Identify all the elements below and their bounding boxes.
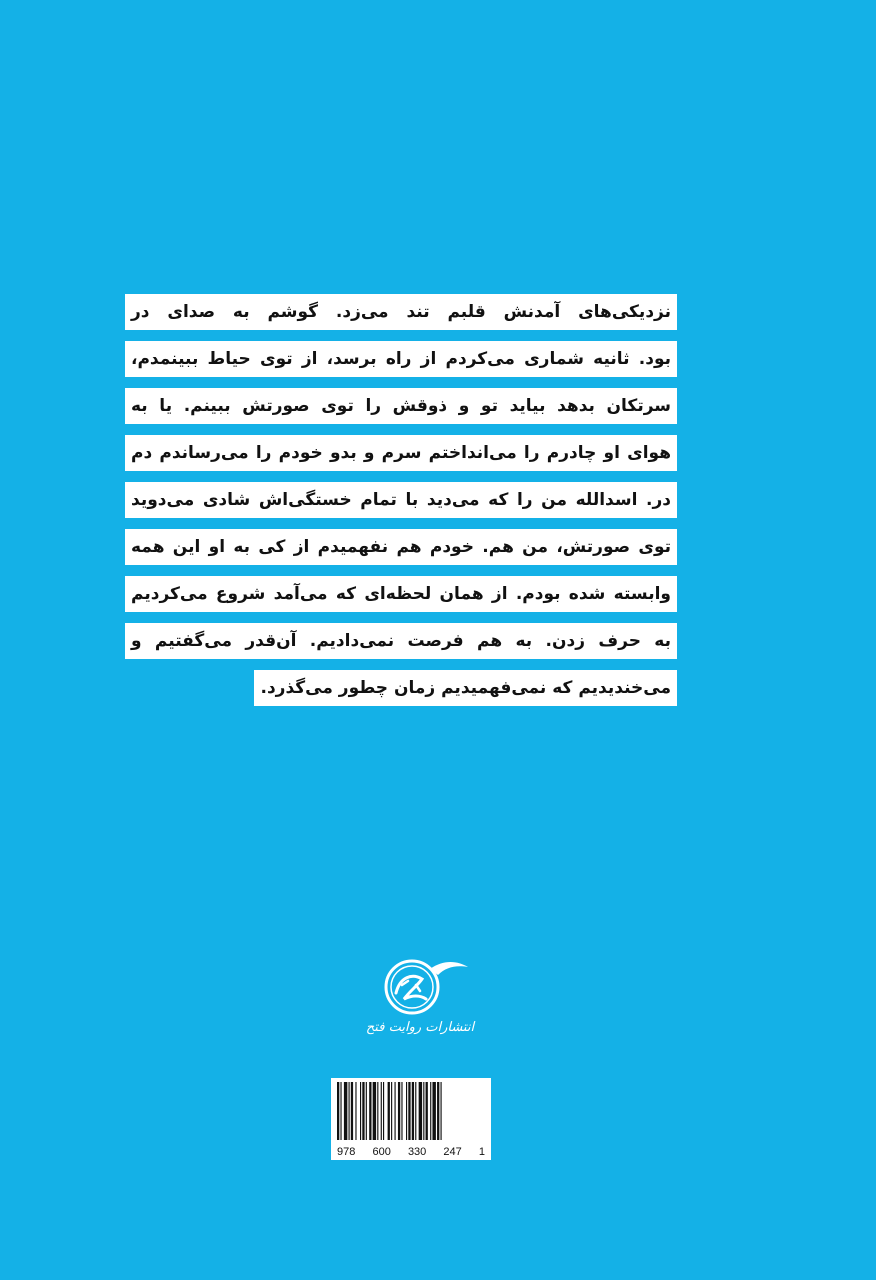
barcode-bar [351,1082,353,1140]
barcode-bar [391,1082,392,1140]
excerpt-text [125,294,677,721]
barcode-bar [337,1082,339,1140]
barcode-bar [369,1082,371,1140]
isbn-barcode [331,1078,491,1160]
isbn-digit-group: 330 [407,1146,427,1158]
isbn-digit-group: 600 [372,1146,391,1158]
barcode-bar [401,1082,402,1140]
barcode-bar [362,1082,364,1140]
barcode-bar [377,1082,378,1140]
isbn-digit-group: 1 [478,1146,485,1158]
excerpt-line: بود. ثانیه شماری می‌کردم از راه برسد، از توی حیاط ببینمدم، [125,341,677,377]
barcode-bar [395,1082,396,1140]
barcode-bar [381,1082,382,1140]
barcode-bar [349,1082,350,1140]
barcode-bar [408,1082,410,1140]
logo-emblem-icon [360,955,480,1025]
excerpt-line: هوای او چادرم را می‌انداختم سرم و بدو خودم را می‌رساندم دم [125,435,677,471]
excerpt-line: به حرف زدن. به هم فرصت نمی‌دادیم. آن‌قدر می‌گفتیم و [125,623,677,659]
excerpt-line: سرتکان بدهد بیاید تو و ذوقش را توی صورتش ببینم. یا به [125,388,677,424]
isbn-digits [331,1146,491,1158]
barcode-bar [373,1082,376,1140]
barcode-bar [398,1082,400,1140]
barcode-bar [415,1082,416,1140]
barcode-bar [383,1082,384,1140]
barcode-bar [388,1082,390,1140]
publisher-logo [360,955,480,1060]
barcode-bar [412,1082,414,1140]
barcode-bars [331,1078,491,1142]
excerpt-line: وابسته شده بودم. از همان لحظه‌ای که می‌آمد شروع می‌کردیم [125,576,677,612]
barcode-bar [432,1082,435,1140]
barcode-bar [355,1082,356,1140]
barcode-bar [437,1082,439,1140]
barcode-bar [419,1082,422,1140]
barcode-bar [430,1082,431,1140]
barcode-bar [406,1082,407,1140]
publisher-name: انتشارات روایت فتح [365,1020,475,1035]
isbn-digit-group: 247 [443,1146,462,1158]
isbn-digit-group: 978 [337,1146,356,1158]
barcode-bar [426,1082,428,1140]
excerpt-line: توی صورتش، من هم. خودم هم نفهمیدم از کی به او این همه [125,529,677,565]
excerpt-line: نزدیکی‌های آمدنش قلبم تند می‌زد. گوشم به صدای در [125,294,677,330]
excerpt-line: می‌خندیدیم که نمی‌فهمیدیم زمان چطور می‌گذرد. [254,670,677,706]
barcode-bar [423,1082,424,1140]
barcode-bar [366,1082,367,1140]
barcode-bar [340,1082,341,1140]
excerpt-line: در. اسدالله من را که می‌دید با تمام خستگی‌اش شادی می‌دوید [125,482,677,518]
barcode-bar [360,1082,361,1140]
barcode-bar [441,1082,442,1140]
barcode-bar [344,1082,347,1140]
